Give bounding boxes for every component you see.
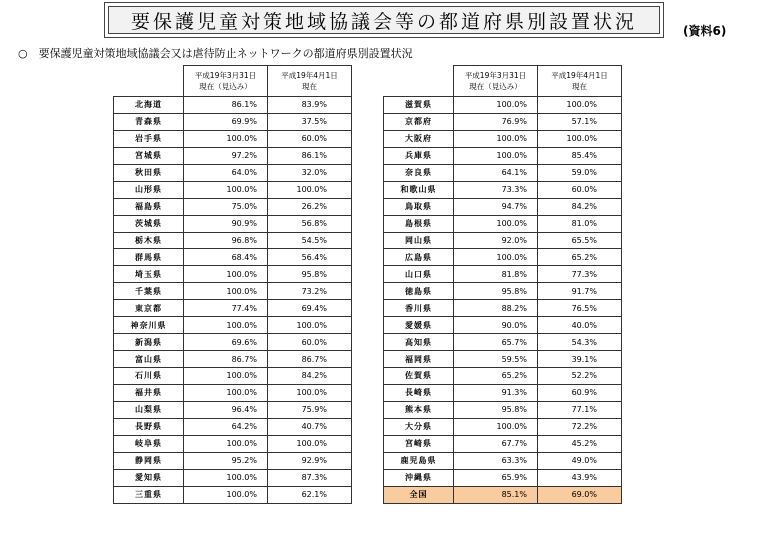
rate-mar31: 64.1% (454, 164, 538, 181)
prefecture-name: 広島県 (384, 249, 454, 266)
table-row (384, 435, 622, 452)
prefecture-name: 鳥取県 (384, 198, 454, 215)
rate-mar31: 92.0% (454, 232, 538, 249)
header-row (114, 66, 352, 97)
table-row (114, 181, 352, 198)
table-row (114, 113, 352, 130)
rate-mar31: 100.0% (454, 418, 538, 435)
prefecture-name: 茨城県 (114, 215, 184, 232)
title-box (104, 2, 664, 38)
rate-mar31: 100.0% (184, 130, 268, 147)
prefecture-name: 京都府 (384, 113, 454, 130)
national-total-row (384, 486, 622, 503)
rate-apr1: 59.0% (538, 164, 622, 181)
prefecture-name: 山口県 (384, 266, 454, 283)
rate-apr1: 62.1% (268, 486, 352, 503)
prefecture-name: 富山県 (114, 351, 184, 368)
rate-apr1: 60.0% (268, 130, 352, 147)
rate-apr1: 86.7% (268, 351, 352, 368)
rate-apr1: 81.0% (538, 215, 622, 232)
table-row (384, 368, 622, 385)
rate-apr1: 85.4% (538, 147, 622, 164)
table-row (114, 300, 352, 317)
rate-mar31: 64.0% (184, 164, 268, 181)
rate-apr1: 45.2% (538, 435, 622, 452)
table-row (114, 418, 352, 435)
rate-mar31: 75.0% (184, 198, 268, 215)
table-row (384, 452, 622, 469)
rate-apr1: 37.5% (268, 113, 352, 130)
table-row (114, 317, 352, 334)
rate-apr1: 26.2% (268, 198, 352, 215)
rate-apr1: 56.8% (268, 215, 352, 232)
prefecture-name: 島根県 (384, 215, 454, 232)
header-blank-cell (384, 66, 454, 97)
table-row (384, 130, 622, 147)
rate-mar31: 95.8% (454, 283, 538, 300)
rate-apr1: 75.9% (268, 401, 352, 418)
prefecture-name: 宮城県 (114, 147, 184, 164)
table-row (384, 401, 622, 418)
table-row (384, 164, 622, 181)
rate-mar31: 96.4% (184, 401, 268, 418)
rate-mar31: 88.2% (454, 300, 538, 317)
header-mar31 (184, 66, 268, 97)
table-row (384, 249, 622, 266)
rate-mar31: 94.7% (454, 198, 538, 215)
rate-mar31: 100.0% (454, 97, 538, 114)
rate-apr1: 100.0% (268, 181, 352, 198)
rate-mar31: 100.0% (454, 249, 538, 266)
rate-mar31: 90.0% (454, 317, 538, 334)
table-row (114, 368, 352, 385)
rate-apr1: 95.8% (268, 266, 352, 283)
table-row (384, 334, 622, 351)
table-row (384, 384, 622, 401)
page-title: 要保護児童対策地域協議会等の都道府県別設置状況 (108, 6, 660, 34)
rate-apr1: 76.5% (538, 300, 622, 317)
header-mar31-line1: 平成19年3月31日 (194, 71, 257, 80)
rate-apr1: 32.0% (268, 164, 352, 181)
table-row (114, 452, 352, 469)
rate-mar31: 100.0% (184, 384, 268, 401)
rate-mar31: 100.0% (184, 469, 268, 486)
rate-apr1: 52.2% (538, 368, 622, 385)
table-row (384, 418, 622, 435)
rate-mar31: 96.8% (184, 232, 268, 249)
header-apr1-line2: 現在 (302, 82, 317, 91)
header-apr1 (268, 66, 352, 97)
table-row (384, 469, 622, 486)
header-apr1-line1: 平成19年4月1日 (551, 71, 608, 80)
rate-apr1: 56.4% (268, 249, 352, 266)
rate-apr1: 84.2% (268, 368, 352, 385)
prefecture-name: 和歌山県 (384, 181, 454, 198)
header-mar31-line2: 現在（見込み） (199, 82, 252, 91)
header-row (384, 66, 622, 97)
rate-mar31: 59.5% (454, 351, 538, 368)
table-row (114, 469, 352, 486)
rate-mar31: 100.0% (184, 368, 268, 385)
table-row (384, 266, 622, 283)
rate-apr1: 100.0% (538, 97, 622, 114)
left-prefecture-table (113, 65, 352, 504)
rate-mar31: 100.0% (184, 486, 268, 503)
rate-apr1: 100.0% (268, 384, 352, 401)
rate-apr1: 69.4% (268, 300, 352, 317)
header-mar31-line1: 平成19年3月31日 (464, 71, 527, 80)
document-label: (資料6) (683, 24, 727, 38)
prefecture-name: 東京都 (114, 300, 184, 317)
prefecture-name: 大分県 (384, 418, 454, 435)
prefecture-name: 三重県 (114, 486, 184, 503)
rate-mar31: 97.2% (184, 147, 268, 164)
rate-apr1: 84.2% (538, 198, 622, 215)
header-blank-cell (114, 66, 184, 97)
prefecture-name: 鹿児島県 (384, 452, 454, 469)
rate-mar31: 73.3% (454, 181, 538, 198)
rate-mar31: 86.7% (184, 351, 268, 368)
table-row (384, 317, 622, 334)
rate-apr1: 60.0% (268, 334, 352, 351)
prefecture-name: 千葉県 (114, 283, 184, 300)
header-apr1-line1: 平成19年4月1日 (281, 71, 338, 80)
table-row (114, 351, 352, 368)
table-row (114, 334, 352, 351)
prefecture-name: 静岡県 (114, 452, 184, 469)
table-row (114, 198, 352, 215)
rate-apr1: 40.7% (268, 418, 352, 435)
table-row (384, 300, 622, 317)
table-row (114, 486, 352, 503)
rate-mar31: 91.3% (454, 384, 538, 401)
prefecture-name: 石川県 (114, 368, 184, 385)
prefecture-name: 青森県 (114, 113, 184, 130)
prefecture-name: 滋賀県 (384, 97, 454, 114)
prefecture-name: 埼玉県 (114, 266, 184, 283)
prefecture-name: 佐賀県 (384, 368, 454, 385)
rate-mar31: 69.9% (184, 113, 268, 130)
prefecture-name: 山梨県 (114, 401, 184, 418)
rate-mar31: 69.6% (184, 334, 268, 351)
rate-mar31: 65.9% (454, 469, 538, 486)
prefecture-name: 熊本県 (384, 401, 454, 418)
rate-apr1: 54.3% (538, 334, 622, 351)
table-row (114, 215, 352, 232)
rate-apr1: 87.3% (268, 469, 352, 486)
right-prefecture-table (383, 65, 622, 504)
rate-apr1: 39.1% (538, 351, 622, 368)
rate-apr1: 77.1% (538, 401, 622, 418)
rate-apr1: 54.5% (268, 232, 352, 249)
prefecture-name: 新潟県 (114, 334, 184, 351)
prefecture-name: 福島県 (114, 198, 184, 215)
table-row (114, 147, 352, 164)
prefecture-name: 山形県 (114, 181, 184, 198)
table-row (384, 283, 622, 300)
prefecture-name: 秋田県 (114, 164, 184, 181)
table-row (384, 113, 622, 130)
rate-mar31: 90.9% (184, 215, 268, 232)
rate-apr1: 49.0% (538, 452, 622, 469)
prefecture-name: 宮崎県 (384, 435, 454, 452)
header-apr1 (538, 66, 622, 97)
table-row (384, 198, 622, 215)
rate-mar31: 63.3% (454, 452, 538, 469)
rate-mar31: 77.4% (184, 300, 268, 317)
rate-apr1: 92.9% (268, 452, 352, 469)
table-caption: ○ 要保護児童対策地域協議会又は虐待防止ネットワークの都道府県別設置状況 (18, 47, 413, 60)
rate-mar31: 64.2% (184, 418, 268, 435)
rate-mar31: 95.2% (184, 452, 268, 469)
rate-mar31: 76.9% (454, 113, 538, 130)
header-mar31 (454, 66, 538, 97)
table-row (114, 283, 352, 300)
prefecture-name: 栃木県 (114, 232, 184, 249)
rate-apr1: 65.2% (538, 249, 622, 266)
table-row (114, 384, 352, 401)
rate-apr1: 86.1% (268, 147, 352, 164)
prefecture-name: 高知県 (384, 334, 454, 351)
rate-mar31: 65.2% (454, 368, 538, 385)
prefecture-name: 愛媛県 (384, 317, 454, 334)
rate-apr1: 91.7% (538, 283, 622, 300)
prefecture-name: 岐阜県 (114, 435, 184, 452)
prefecture-name: 沖縄県 (384, 469, 454, 486)
rate-mar31: 100.0% (454, 215, 538, 232)
prefecture-name: 兵庫県 (384, 147, 454, 164)
prefecture-name: 岩手県 (114, 130, 184, 147)
prefecture-name: 長野県 (114, 418, 184, 435)
prefecture-name: 全国 (384, 486, 454, 503)
table-row (114, 232, 352, 249)
rate-mar31: 68.4% (184, 249, 268, 266)
rate-apr1: 60.9% (538, 384, 622, 401)
table-row (114, 266, 352, 283)
rate-apr1: 43.9% (538, 469, 622, 486)
rate-apr1: 40.0% (538, 317, 622, 334)
prefecture-name: 岡山県 (384, 232, 454, 249)
rate-mar31: 100.0% (454, 147, 538, 164)
rate-apr1: 65.5% (538, 232, 622, 249)
rate-mar31: 100.0% (184, 317, 268, 334)
prefecture-name: 愛知県 (114, 469, 184, 486)
rate-apr1: 100.0% (268, 317, 352, 334)
prefecture-name: 奈良県 (384, 164, 454, 181)
rate-apr1: 72.2% (538, 418, 622, 435)
table-row (114, 97, 352, 114)
prefecture-name: 北海道 (114, 97, 184, 114)
rate-apr1: 100.0% (268, 435, 352, 452)
rate-mar31: 100.0% (454, 130, 538, 147)
prefecture-name: 徳島県 (384, 283, 454, 300)
rate-mar31: 100.0% (184, 181, 268, 198)
header-mar31-line2: 現在（見込み） (469, 82, 522, 91)
rate-apr1: 69.0% (538, 486, 622, 503)
rate-mar31: 85.1% (454, 486, 538, 503)
prefecture-name: 神奈川県 (114, 317, 184, 334)
rate-mar31: 86.1% (184, 97, 268, 114)
rate-apr1: 73.2% (268, 283, 352, 300)
header-apr1-line2: 現在 (572, 82, 587, 91)
table-row (384, 181, 622, 198)
rate-apr1: 77.3% (538, 266, 622, 283)
rate-apr1: 60.0% (538, 181, 622, 198)
table-row (114, 249, 352, 266)
rate-mar31: 100.0% (184, 283, 268, 300)
prefecture-name: 大阪府 (384, 130, 454, 147)
rate-apr1: 83.9% (268, 97, 352, 114)
rate-mar31: 67.7% (454, 435, 538, 452)
table-row (114, 401, 352, 418)
prefecture-name: 福岡県 (384, 351, 454, 368)
rate-mar31: 81.8% (454, 266, 538, 283)
table-row (114, 164, 352, 181)
table-row (384, 147, 622, 164)
table-row (114, 435, 352, 452)
prefecture-name: 長崎県 (384, 384, 454, 401)
table-row (384, 351, 622, 368)
rate-mar31: 65.7% (454, 334, 538, 351)
rate-mar31: 95.8% (454, 401, 538, 418)
rate-apr1: 57.1% (538, 113, 622, 130)
rate-apr1: 100.0% (538, 130, 622, 147)
prefecture-name: 香川県 (384, 300, 454, 317)
prefecture-name: 福井県 (114, 384, 184, 401)
table-row (114, 130, 352, 147)
rate-mar31: 100.0% (184, 435, 268, 452)
rate-mar31: 100.0% (184, 266, 268, 283)
table-row (384, 232, 622, 249)
table-row (384, 97, 622, 114)
prefecture-name: 群馬県 (114, 249, 184, 266)
table-row (384, 215, 622, 232)
